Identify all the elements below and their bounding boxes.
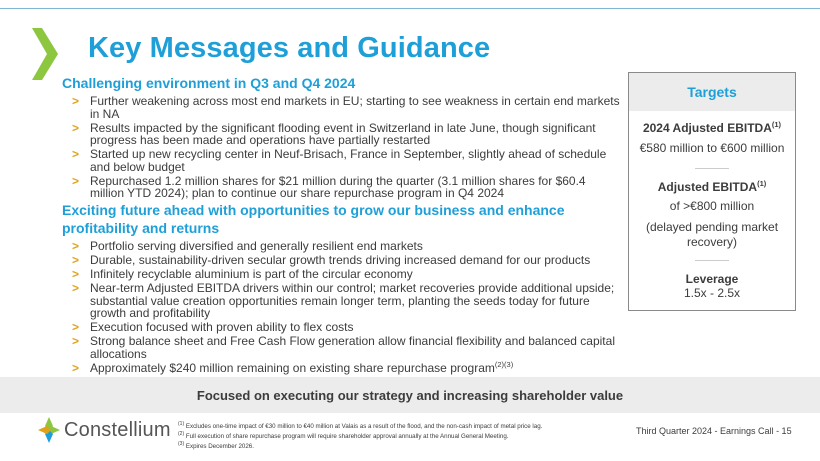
list-item: > Durable, sustainability-driven secular growth trends driving increased demand for our products [72,253,591,268]
target-leverage-value: 1.5x - 2.5x [683,286,741,300]
key-messages [62,74,622,376]
list-item: > Portfolio serving diversified and generally resilient end markets [72,239,423,254]
list-item: > Further weakening across most end markets in EU; starting to see weakness in certain end markets in NA [72,94,620,121]
target-ebitda-note: (delayed pending market recovery) [645,220,779,249]
list-item: > Started up new recycling center in Neuf-Brisach, France in September, slightly ahead of schedule and below budget [72,147,607,174]
bullet-arrow-icon: > [72,94,80,108]
footnote-ref: (1) [757,179,767,188]
section-heading-challenging: Challenging environment in Q3 and Q4 2024 [62,75,356,91]
bullet-arrow-icon: > [72,120,80,135]
footnote-ref: (2)(3) [494,360,514,369]
footnote: $^{(1)}$ Excludes one-time impact of €30 million to €40 million at Valais as a result of the flood, and the non-cash impact of metal price lag. [178,420,543,430]
bullet-list-challenging [72,95,622,200]
target-ebitda: Adjusted EBITDA$^{(1)}$ of >€800 million (delayed pending market recovery) [629,180,795,250]
target-leverage-label: Leverage [685,272,739,286]
constellium-logo-icon [38,417,60,443]
target-leverage [629,272,795,301]
bullet-arrow-icon: > [72,334,80,349]
bullet-arrow-icon: > [72,320,80,335]
logo-text: Constellium [64,418,171,441]
bullet-arrow-icon: > [72,361,80,375]
divider [695,260,729,261]
footnote-ref: (1) [771,120,782,129]
list-item: > Infinitely recyclable aluminium is part of the circular economy [72,267,413,282]
page-info: Third Quarter 2024 - Earnings Call - 15 [636,426,792,436]
footnote: $^{(2)}$ Full execution of share repurchase program will require shareholder approval annually at the Annual General Meeting. [178,430,509,440]
list-item: > Execution focused with proven ability to flex costs [72,320,354,335]
bullet-arrow-icon: > [72,281,80,296]
top-rule [0,8,820,9]
target-2024-ebitda: 2024 Adjusted EBITDA$^{(1)}$ €580 million to €600 million [629,121,795,156]
strategy-banner [0,377,820,413]
targets-panel [628,72,796,311]
page-title: Key Messages and Guidance [88,32,491,64]
footnotes [178,422,618,452]
banner-text: Focused on executing our strategy and increasing shareholder value [196,387,624,403]
list-item: > Repurchased 1.2 million shares for $21 million during the quarter (3.1 million shares for $60.4 million YTD 2024); plan to continue our share repurchase program in Q4 2024 [72,173,586,201]
bullet-arrow-icon: > [72,239,80,254]
list-item: > Strong balance sheet and Free Cash Flow generation allow financial flexibility and balanced capital allocations [72,334,615,362]
targets-heading: Targets [687,84,737,100]
list-item: > Near-term Adjusted EBITDA drivers within our control; market recoveries provide additional upside; substantial value creation opportunities remain longer term, planting the seeds today for future growth and profitability [72,281,615,321]
bullet-arrow-icon: > [72,173,80,188]
list-item: > Results impacted by the significant flooding event in Switzerland in late June, though significant progress has been made and operations have partially restarted [72,120,596,148]
targets-header [629,73,795,111]
bullet-arrow-icon: > [72,267,80,282]
list-item: > Approximately $240 million remaining on existing share repurchase program$^{(2)(3)}$ [72,360,514,375]
target-2024-ebitda-value: €580 million to €600 million [639,141,785,155]
bullet-arrow-icon: > [72,253,80,268]
footnote: $^{(3)}$ Expires December 2026. [178,440,254,450]
divider [695,168,729,169]
section-heading-exciting: Exciting future ahead with opportunities to grow our business and enhance profitability and returns [62,202,565,237]
chevron-arrow-icon [32,28,58,80]
target-ebitda-value: of >€800 million [669,199,755,213]
constellium-logo [38,417,171,443]
bullet-list-exciting [72,240,622,374]
bullet-arrow-icon: > [72,147,80,162]
